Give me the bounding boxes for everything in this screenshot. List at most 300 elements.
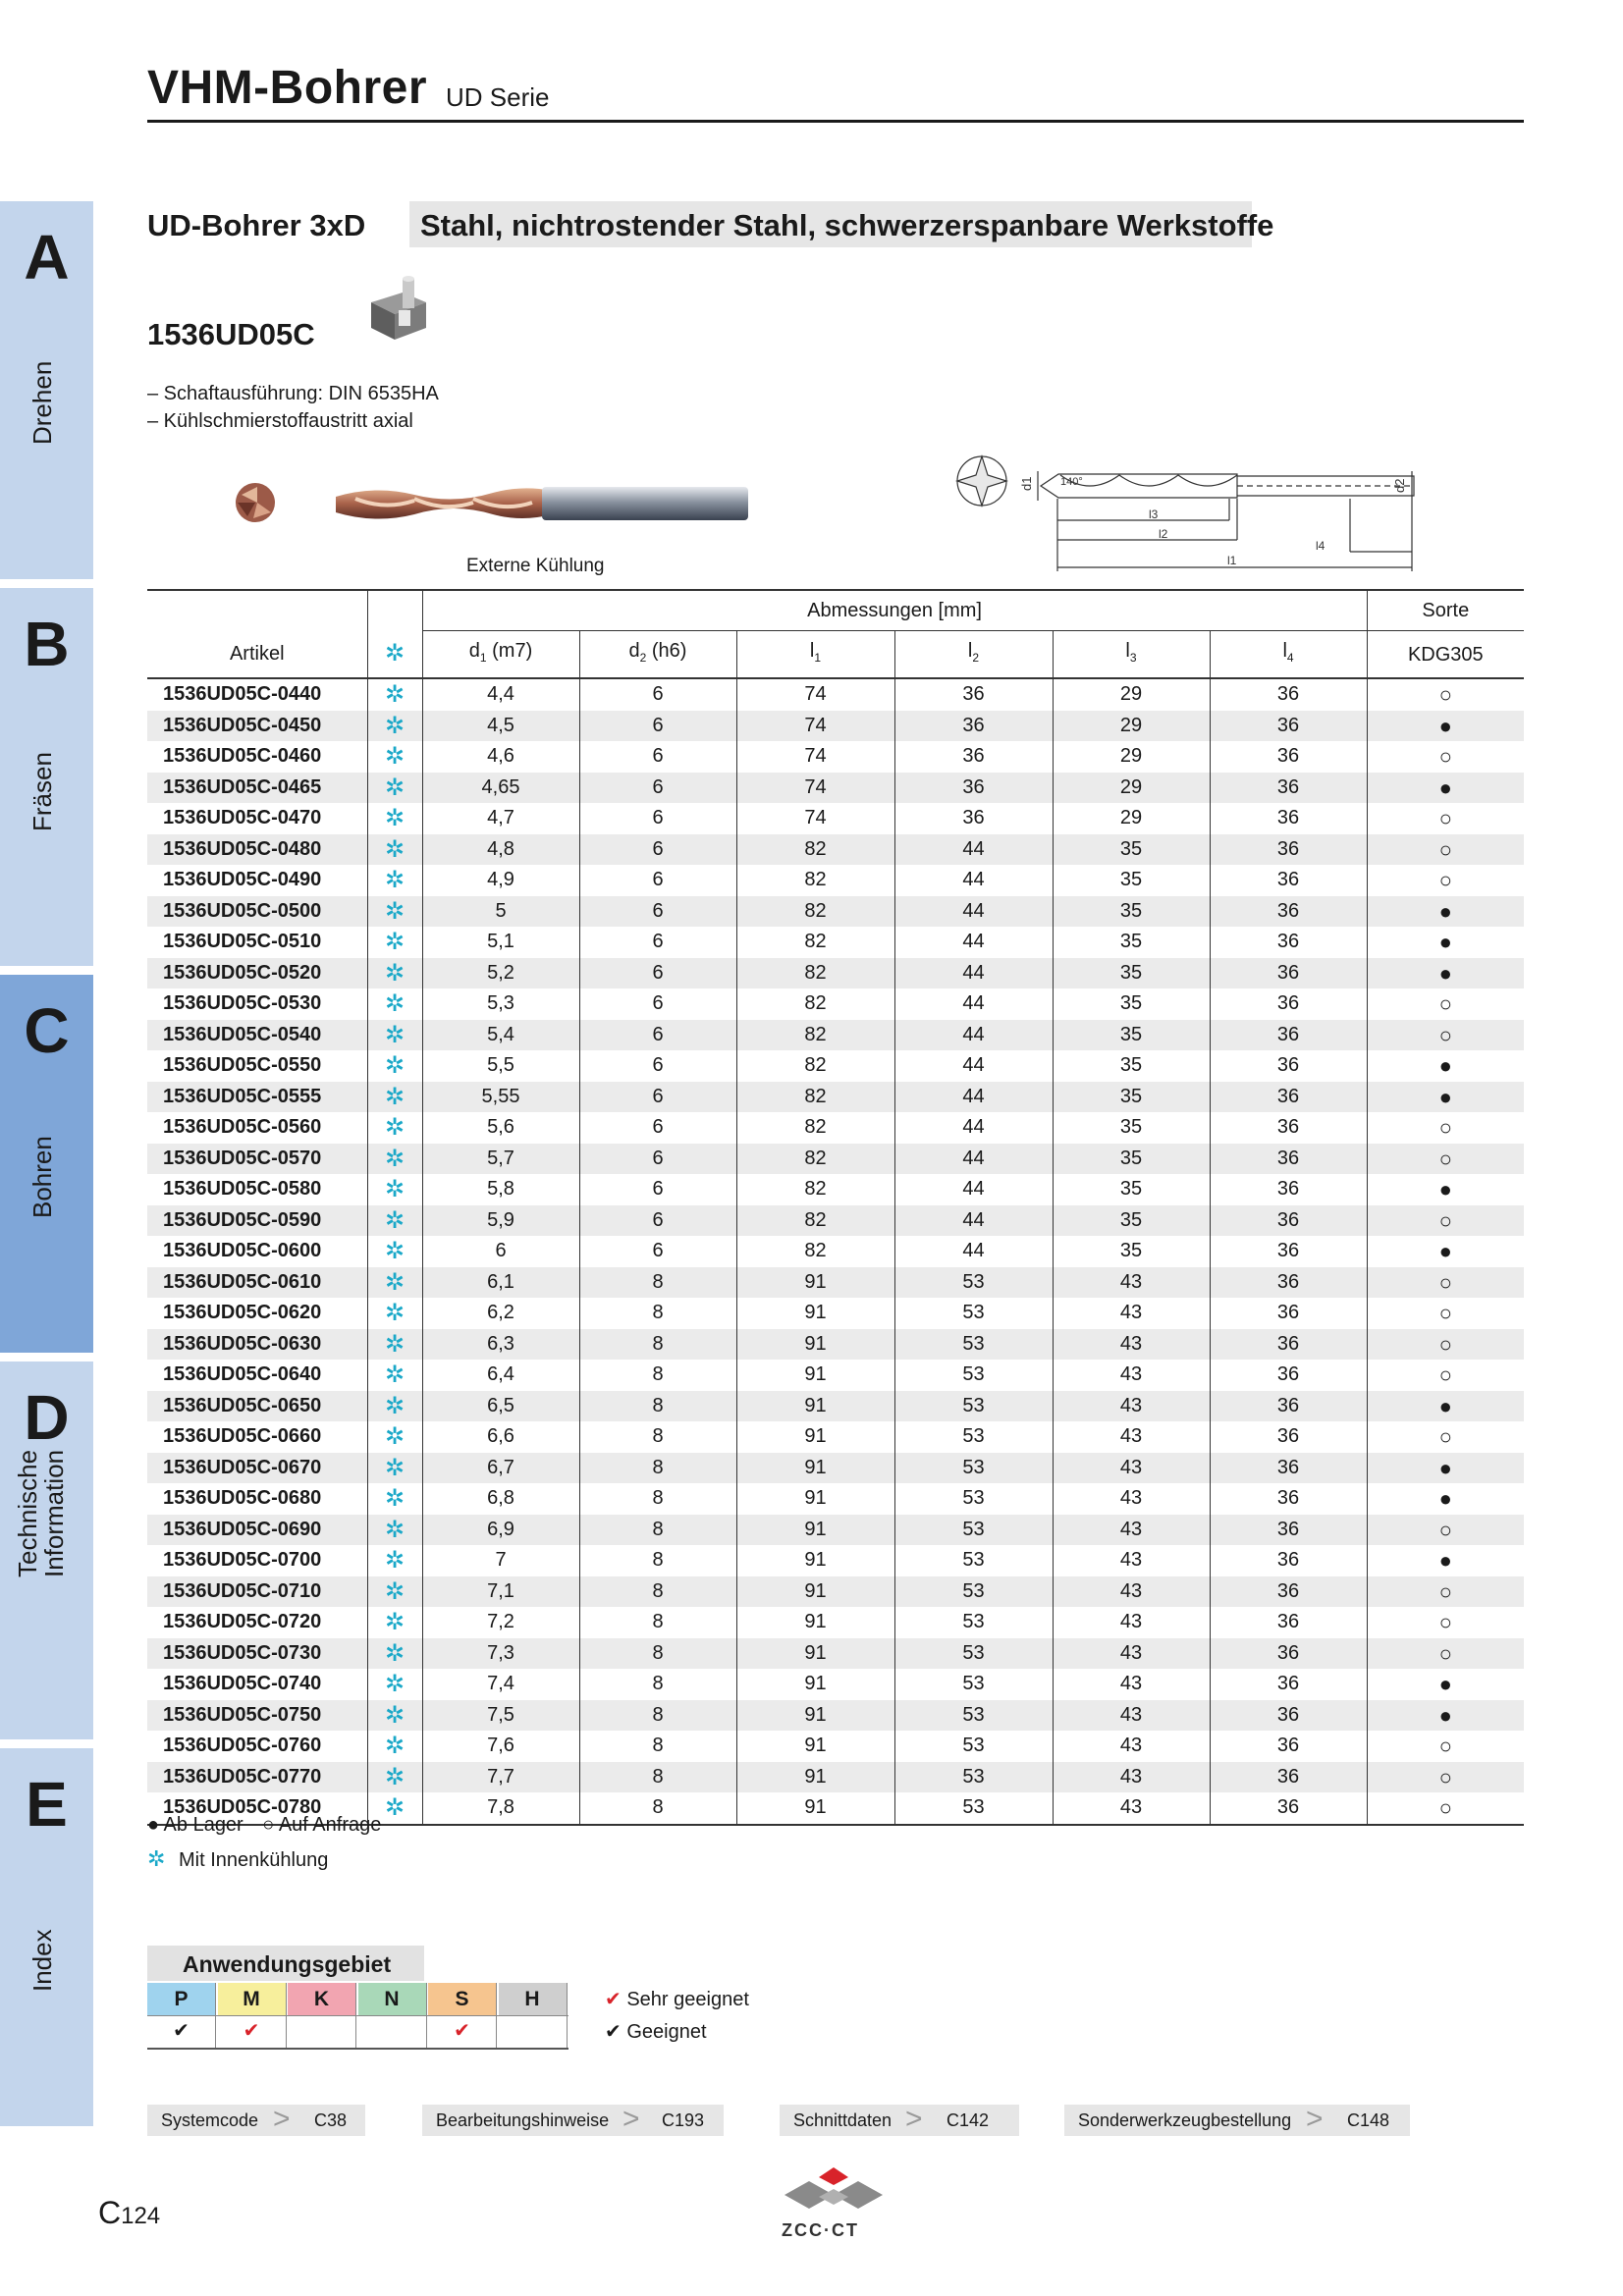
- l2-value: 53: [894, 1298, 1053, 1329]
- xref-systemcode[interactable]: [147, 2105, 365, 2136]
- chevron-right-icon: >: [1306, 2103, 1324, 2135]
- internal-coolant-icon: ✲: [367, 1545, 422, 1576]
- side-tab-letter: D: [24, 1382, 70, 1453]
- availability-icon: ●: [1367, 1669, 1524, 1700]
- l3-value: 35: [1053, 896, 1210, 928]
- table-row: [147, 1669, 1524, 1700]
- article-number: 1536UD05C-0555: [147, 1082, 367, 1113]
- side-tab-label: Index: [27, 1929, 57, 1992]
- column-header-l1: $l_1$: [736, 631, 894, 679]
- l1-value: 91: [736, 1483, 894, 1515]
- page-num: 124: [121, 2203, 161, 2229]
- internal-coolant-icon: ✲: [367, 1020, 422, 1051]
- internal-coolant-icon: ✲: [367, 1298, 422, 1329]
- article-number: 1536UD05C-0690: [147, 1515, 367, 1546]
- l1-value: 91: [736, 1515, 894, 1546]
- d1-value: 7,5: [422, 1700, 579, 1732]
- column-header-d1-tolerance: (m7): [492, 640, 533, 662]
- l2-value: 44: [894, 1144, 1053, 1175]
- l4-value: 36: [1210, 1669, 1367, 1700]
- l3-value: 35: [1053, 1236, 1210, 1267]
- l1-value: 82: [736, 1236, 894, 1267]
- d2-value: 6: [579, 1174, 736, 1205]
- l4-value: 36: [1210, 1515, 1367, 1546]
- l1-value: 74: [736, 803, 894, 834]
- technical-drawing: [943, 442, 1424, 574]
- xref-bearbeitungshinweise[interactable]: [422, 2105, 724, 2136]
- article-number: 1536UD05C-0440: [163, 683, 322, 705]
- drawing-angle: 140°: [1060, 476, 1083, 488]
- d2-value: 8: [579, 1638, 736, 1670]
- d2-value: 6: [579, 896, 736, 928]
- table-row: [147, 896, 1524, 928]
- l4-value: 36: [1210, 865, 1367, 896]
- availability-icon: ○: [1367, 1205, 1524, 1237]
- internal-coolant-icon: ✲: [367, 1205, 422, 1237]
- d1-value: 7,6: [422, 1731, 579, 1762]
- article-number: 1536UD05C-0740: [163, 1673, 322, 1694]
- drawing-d1: d1: [1019, 476, 1034, 491]
- internal-coolant-icon: ✲: [367, 958, 422, 989]
- d2-value: 8: [579, 1360, 736, 1391]
- l3-value: 43: [1053, 1483, 1210, 1515]
- d1-value: 5,55: [422, 1082, 579, 1113]
- l2-value: 53: [894, 1792, 1053, 1825]
- drill-caption: Externe Kühlung: [466, 556, 605, 576]
- l4-value: 36: [1210, 1792, 1367, 1825]
- d1-value: 6,1: [422, 1267, 579, 1299]
- availability-icon: ●: [1367, 896, 1524, 928]
- internal-coolant-icon: ✲: [367, 1267, 422, 1299]
- l2-value: 44: [894, 1112, 1053, 1144]
- article-number: 1536UD05C-0510: [163, 931, 322, 952]
- internal-coolant-icon: ✲: [367, 1391, 422, 1422]
- suitability-check-icon: ✔: [147, 2015, 216, 2048]
- l4-value: 36: [1210, 927, 1367, 958]
- column-header-d2: $d_2$ (h6): [579, 631, 736, 679]
- l2-value: 36: [894, 741, 1053, 773]
- l1-value: 91: [736, 1638, 894, 1670]
- article-number: 1536UD05C-0590: [147, 1205, 367, 1237]
- article-number: 1536UD05C-0600: [163, 1240, 322, 1261]
- internal-coolant-icon: ✲: [367, 1050, 422, 1082]
- d1-value: 6: [422, 1236, 579, 1267]
- internal-coolant-icon: ✲: [367, 1360, 422, 1391]
- table-row: [147, 1020, 1524, 1051]
- zcc-logo-icon: [780, 2167, 888, 2218]
- d1-value: 6,3: [422, 1329, 579, 1361]
- internal-coolant-icon: ✲: [367, 927, 422, 958]
- l3-value: 35: [1053, 1050, 1210, 1082]
- page-title: VHM-Bohrer: [147, 62, 428, 114]
- l2-value: 53: [894, 1700, 1053, 1732]
- availability-icon: ●: [1367, 1545, 1524, 1576]
- l1-value: 82: [736, 1144, 894, 1175]
- side-tab-label: Bohren: [27, 1135, 57, 1218]
- table-row: [147, 1298, 1524, 1329]
- material-group-n: N: [358, 1983, 427, 2015]
- l1-value: 91: [736, 1700, 894, 1732]
- d2-value: 6: [579, 773, 736, 804]
- table-row: [147, 1082, 1524, 1113]
- article-number: 1536UD05C-0560: [163, 1116, 322, 1138]
- table-row: [147, 803, 1524, 834]
- legend-internal-coolant-label: Mit Innenkühlung: [179, 1849, 329, 1871]
- l4-value: 36: [1210, 958, 1367, 989]
- drawing-l2: l2: [1159, 527, 1168, 541]
- table-row: [147, 1267, 1524, 1299]
- internal-coolant-icon: ✲: [367, 1669, 422, 1700]
- side-tab-letter: E: [26, 1769, 68, 1840]
- suitability-check-icon: [499, 2015, 568, 2048]
- suitable-legend: [605, 2019, 707, 2044]
- l2-value: 44: [894, 896, 1053, 928]
- article-number: 1536UD05C-0465: [147, 773, 367, 804]
- application-grid-rule: [147, 2048, 568, 2050]
- side-tab-label: Technische Information: [13, 1450, 70, 1578]
- table-row: [147, 1576, 1524, 1608]
- l3-value: 43: [1053, 1731, 1210, 1762]
- d2-value: 6: [579, 927, 736, 958]
- l2-value: 53: [894, 1576, 1053, 1608]
- xref-label: Bearbeitungshinweise: [436, 2110, 610, 2130]
- l3-value: 43: [1053, 1360, 1210, 1391]
- shank-type-icon: [365, 275, 430, 346]
- l1-value: 91: [736, 1607, 894, 1638]
- d1-value: 6,4: [422, 1360, 579, 1391]
- availability-icon: ●: [1367, 1483, 1524, 1515]
- table-row: [147, 1731, 1524, 1762]
- table-row: [147, 927, 1524, 958]
- d2-value: 6: [579, 1144, 736, 1175]
- legend-in-stock-label: Ab Lager: [163, 1814, 243, 1836]
- table-row: [147, 1515, 1524, 1546]
- l4-value: 36: [1210, 741, 1367, 773]
- l3-value: 43: [1053, 1298, 1210, 1329]
- side-tab-letter: B: [24, 609, 70, 679]
- l3-value: 43: [1053, 1638, 1210, 1670]
- availability-icon: ○: [1367, 1515, 1524, 1546]
- l3-value: 43: [1053, 1607, 1210, 1638]
- d2-value: 8: [579, 1329, 736, 1361]
- table-row: [147, 1205, 1524, 1237]
- l2-value: 53: [894, 1267, 1053, 1299]
- d2-value: 8: [579, 1391, 736, 1422]
- internal-coolant-icon: ✲: [367, 1515, 422, 1546]
- internal-coolant-icon: ✲: [367, 1483, 422, 1515]
- availability-icon: ○: [1367, 1360, 1524, 1391]
- l2-value: 53: [894, 1483, 1053, 1515]
- d1-value: 7: [422, 1545, 579, 1576]
- table-row: [147, 1483, 1524, 1515]
- column-header-d1: $d_1$ (m7): [422, 631, 579, 679]
- table-row: [147, 1421, 1524, 1453]
- side-tab-technische-information[interactable]: [0, 1362, 93, 1739]
- d1-value: 6,7: [422, 1453, 579, 1484]
- l3-value: 29: [1053, 711, 1210, 742]
- table-row: [147, 678, 1524, 711]
- d1-value: 6,5: [422, 1391, 579, 1422]
- suitability-check-icon: ✔: [218, 2015, 287, 2048]
- internal-coolant-icon: ✲: [367, 1112, 422, 1144]
- internal-coolant-icon: ✲: [367, 1762, 422, 1793]
- page-section: C: [98, 2195, 122, 2230]
- availability-icon: ○: [1367, 1112, 1524, 1144]
- d2-value: 8: [579, 1576, 736, 1608]
- drill-photo: [228, 469, 753, 548]
- table-row: [147, 711, 1524, 742]
- red-check-icon: ✔: [605, 1989, 622, 2010]
- d2-value: 6: [579, 1082, 736, 1113]
- l3-value: 35: [1053, 1020, 1210, 1051]
- l4-value: 36: [1210, 1329, 1367, 1361]
- l1-value: 82: [736, 834, 894, 866]
- d2-value: 6: [579, 741, 736, 773]
- spec-table: [147, 589, 1524, 1826]
- d2-value: 8: [579, 1453, 736, 1484]
- l4-value: 36: [1210, 1391, 1367, 1422]
- l2-value: 53: [894, 1329, 1053, 1361]
- article-number: 1536UD05C-0700: [163, 1549, 322, 1571]
- on-request-icon: ○: [262, 1814, 275, 1836]
- material-text: Stahl, nichtrostender Stahl, schwerzerspanbare Werkstoffe: [420, 208, 1274, 242]
- availability-icon: ○: [1367, 988, 1524, 1020]
- l3-value: 43: [1053, 1762, 1210, 1793]
- d2-value: 8: [579, 1669, 736, 1700]
- d1-value: 4,6: [422, 741, 579, 773]
- l3-value: 43: [1053, 1453, 1210, 1484]
- l4-value: 36: [1210, 1421, 1367, 1453]
- d1-value: 6,6: [422, 1421, 579, 1453]
- d2-value: 6: [579, 803, 736, 834]
- column-header-l3: $l_3$: [1053, 631, 1210, 679]
- l1-value: 82: [736, 1082, 894, 1113]
- table-row: [147, 1391, 1524, 1422]
- d1-value: 5,2: [422, 958, 579, 989]
- article-number: 1536UD05C-0580: [163, 1178, 322, 1200]
- l1-value: 74: [736, 678, 894, 711]
- l2-value: 44: [894, 1050, 1053, 1082]
- article-number: 1536UD05C-0780: [147, 1792, 367, 1825]
- l3-value: 43: [1053, 1700, 1210, 1732]
- l4-value: 36: [1210, 1731, 1367, 1762]
- internal-coolant-icon: ✲: [367, 1453, 422, 1484]
- l3-value: 43: [1053, 1792, 1210, 1825]
- l1-value: 91: [736, 1762, 894, 1793]
- l1-value: 91: [736, 1391, 894, 1422]
- l1-value: 91: [736, 1421, 894, 1453]
- l4-value: 36: [1210, 1700, 1367, 1732]
- l4-value: 36: [1210, 1453, 1367, 1484]
- d1-value: 7,4: [422, 1669, 579, 1700]
- side-tab-bohren[interactable]: [0, 975, 93, 1353]
- internal-coolant-icon: ✲: [367, 1638, 422, 1670]
- internal-coolant-icon: ✲: [367, 1236, 422, 1267]
- d1-value: 7,7: [422, 1762, 579, 1793]
- l3-value: 29: [1053, 773, 1210, 804]
- side-tab-label: Drehen: [27, 360, 57, 445]
- d2-value: 8: [579, 1545, 736, 1576]
- availability-icon: ●: [1367, 1700, 1524, 1732]
- suitable-label: Geeignet: [626, 2021, 707, 2043]
- l2-value: 36: [894, 678, 1053, 711]
- l3-value: 43: [1053, 1329, 1210, 1361]
- availability-icon: ●: [1367, 1082, 1524, 1113]
- availability-icon: ○: [1367, 1144, 1524, 1175]
- article-number: 1536UD05C-0670: [147, 1453, 367, 1484]
- suitability-check-icon: ✔: [428, 2015, 497, 2048]
- d2-value: 6: [579, 1020, 736, 1051]
- internal-coolant-icon: ✲: [367, 1792, 422, 1825]
- article-number: 1536UD05C-0710: [147, 1576, 367, 1608]
- l4-value: 36: [1210, 834, 1367, 866]
- l2-value: 53: [894, 1421, 1053, 1453]
- l4-value: 36: [1210, 711, 1367, 742]
- d2-value: 8: [579, 1421, 736, 1453]
- d1-value: 5,1: [422, 927, 579, 958]
- d2-value: 6: [579, 1050, 736, 1082]
- l4-value: 36: [1210, 1638, 1367, 1670]
- article-number: 1536UD05C-0630: [147, 1329, 367, 1361]
- table-row: [147, 741, 1524, 773]
- l3-value: 43: [1053, 1545, 1210, 1576]
- material-group-m: M: [218, 1983, 287, 2015]
- d1-value: 7,2: [422, 1607, 579, 1638]
- d1-value: 6,9: [422, 1515, 579, 1546]
- internal-coolant-icon: ✲: [367, 1576, 422, 1608]
- d1-value: 4,8: [422, 834, 579, 866]
- d1-value: 4,5: [422, 711, 579, 742]
- xref-label: Sonderwerkzeugbestellung: [1078, 2110, 1292, 2130]
- l4-value: 36: [1210, 773, 1367, 804]
- article-number: 1536UD05C-0730: [147, 1638, 367, 1670]
- table-row: [147, 1329, 1524, 1361]
- availability-icon: ●: [1367, 1453, 1524, 1484]
- xref-label: Schnittdaten: [793, 2110, 893, 2130]
- material-group-s: S: [428, 1983, 497, 2015]
- table-row: [147, 1050, 1524, 1082]
- article-number: 1536UD05C-0490: [163, 869, 322, 890]
- l3-value: 35: [1053, 1112, 1210, 1144]
- suitability-check-icon: [358, 2015, 427, 2048]
- d1-value: 7,3: [422, 1638, 579, 1670]
- l2-value: 53: [894, 1669, 1053, 1700]
- l3-value: 35: [1053, 988, 1210, 1020]
- d1-value: 5,9: [422, 1205, 579, 1237]
- l3-value: 43: [1053, 1515, 1210, 1546]
- l3-value: 35: [1053, 1082, 1210, 1113]
- l4-value: 36: [1210, 1236, 1367, 1267]
- l4-value: 36: [1210, 1205, 1367, 1237]
- table-row: [147, 1545, 1524, 1576]
- column-header-l4: $l_4$: [1210, 631, 1367, 679]
- article-number: 1536UD05C-0530: [163, 992, 322, 1014]
- l1-value: 74: [736, 711, 894, 742]
- d1-value: 5,8: [422, 1174, 579, 1205]
- availability-icon: ○: [1367, 803, 1524, 834]
- l1-value: 82: [736, 896, 894, 928]
- article-number: 1536UD05C-0680: [163, 1487, 322, 1509]
- table-row: [147, 1638, 1524, 1670]
- grade-group-header: Sorte: [1367, 590, 1524, 631]
- l1-value: 82: [736, 1174, 894, 1205]
- d1-value: 7,8: [422, 1792, 579, 1825]
- xref-sonderwerkzeugbestellung[interactable]: [1064, 2105, 1410, 2136]
- xref-label: Systemcode: [161, 2110, 259, 2130]
- page-subtitle: UD Serie: [446, 82, 550, 112]
- table-row: [147, 1453, 1524, 1484]
- d2-value: 8: [579, 1792, 736, 1825]
- l2-value: 53: [894, 1360, 1053, 1391]
- l1-value: 82: [736, 1020, 894, 1051]
- l1-value: 91: [736, 1453, 894, 1484]
- suitability-check-icon: [288, 2015, 356, 2048]
- l2-value: 36: [894, 711, 1053, 742]
- side-tab-index[interactable]: [0, 1748, 93, 2126]
- d1-value: 4,7: [422, 803, 579, 834]
- l2-value: 36: [894, 803, 1053, 834]
- side-tab-letter: A: [24, 222, 70, 293]
- xref-page: C142: [947, 2110, 990, 2130]
- availability-icon: ●: [1367, 1174, 1524, 1205]
- black-check-icon: ✔: [605, 2021, 622, 2043]
- availability-icon: ○: [1367, 1576, 1524, 1608]
- availability-icon: ●: [1367, 1236, 1524, 1267]
- table-row: [147, 773, 1524, 804]
- chevron-right-icon: >: [905, 2103, 923, 2135]
- xref-page: C38: [314, 2110, 348, 2130]
- internal-coolant-icon: ✲: [367, 988, 422, 1020]
- l2-value: 44: [894, 958, 1053, 989]
- l4-value: 36: [1210, 1112, 1367, 1144]
- d1-value: 5,3: [422, 988, 579, 1020]
- d2-value: 6: [579, 988, 736, 1020]
- l3-value: 35: [1053, 927, 1210, 958]
- availability-icon: ●: [1367, 1050, 1524, 1082]
- application-grid-divider: [147, 2015, 568, 2016]
- l2-value: 53: [894, 1607, 1053, 1638]
- internal-coolant-icon: ✲: [367, 1700, 422, 1732]
- application-title: Anwendungsgebiet: [183, 1951, 392, 1977]
- l4-value: 36: [1210, 988, 1367, 1020]
- d2-value: 6: [579, 958, 736, 989]
- xref-page: C148: [1347, 2110, 1390, 2130]
- chevron-right-icon: >: [273, 2103, 291, 2135]
- xref-schnittdaten[interactable]: [780, 2105, 1019, 2136]
- l1-value: 91: [736, 1360, 894, 1391]
- l4-value: 36: [1210, 1607, 1367, 1638]
- l4-value: 36: [1210, 1174, 1367, 1205]
- d2-value: 6: [579, 865, 736, 896]
- l3-value: 35: [1053, 1144, 1210, 1175]
- product-name: UD-Bohrer 3xD: [147, 208, 366, 242]
- material-group-p: P: [147, 1983, 216, 2015]
- table-row: [147, 1236, 1524, 1267]
- l2-value: 44: [894, 1174, 1053, 1205]
- d2-value: 6: [579, 1112, 736, 1144]
- side-tab-drehen[interactable]: [0, 201, 93, 579]
- availability-icon: ○: [1367, 678, 1524, 711]
- availability-icon: ○: [1367, 1762, 1524, 1793]
- side-tab-fraesen[interactable]: [0, 588, 93, 966]
- d1-value: 6,8: [422, 1483, 579, 1515]
- page-number: [98, 2195, 160, 2231]
- internal-coolant-icon: ✲: [367, 834, 422, 866]
- l2-value: 53: [894, 1638, 1053, 1670]
- l2-value: 44: [894, 927, 1053, 958]
- availability-icon: ○: [1367, 1298, 1524, 1329]
- d2-value: 8: [579, 1700, 736, 1732]
